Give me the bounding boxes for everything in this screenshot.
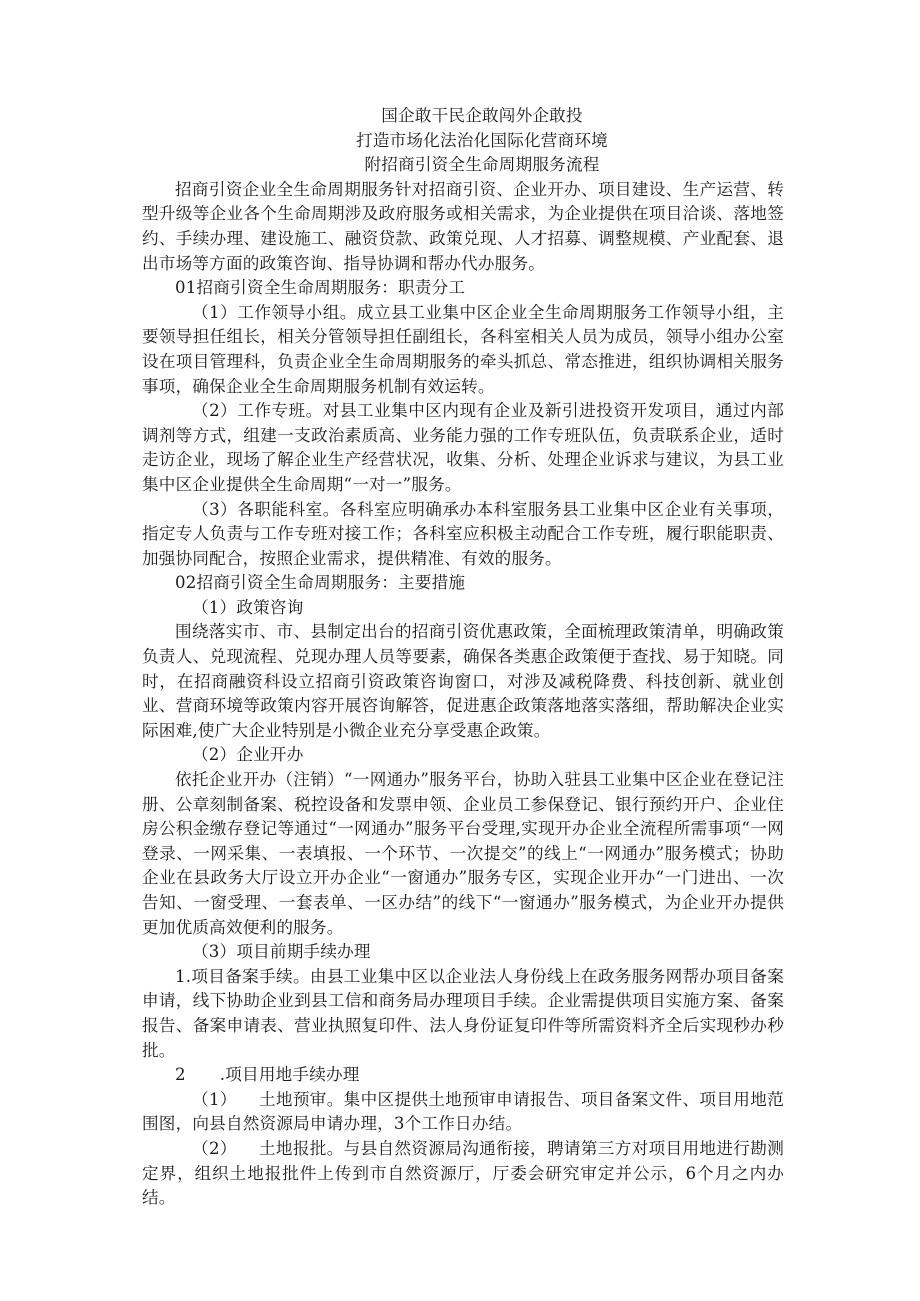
section-1-departments: （3）各职能科室。各科室应明确承办本科室服务县工业集中区企业有关事项，指定专人负责与工作专班对接工作；各科室应积极主动配合工作专班，履行职能职责、加强协同配合，按照企业需求，提供精准、有效的服务。 (142, 499, 784, 568)
land-procedures-number: 2 (175, 1065, 186, 1085)
document-title-3: 附招商引资全生命周期服务流程 (364, 155, 600, 175)
section-1-heading: 01招商引资全生命周期服务：职责分工 (175, 278, 466, 298)
policy-consulting-body: 围绕落实市、市、县制定出台的招商引资优惠政策，全面梳理政策清单，明确政策负责人、兑现流程、兑现办理人员等要素，确保各类惠企政策便于查找、易于知晓。同时，在招商融资科设立招商引资政策咨询窗口，对涉及减税降费、科技创新、就业创业、营商环境等政策内容开展咨询解答，促进惠企政策落地落实落细，帮助解决企业实际困难,使广大企业特别是小微企业充分享受惠企政策。 (142, 622, 784, 740)
land-approval-number: （2） (192, 1138, 237, 1158)
land-approval-text: 土地报批。与县自然资源局沟通衔接，聘请第三方对项目用地进行勘测定界，组织土地报批件上传到市自然资源厅，厅委会研究审定并公示，6个月之内办结。 (142, 1138, 784, 1208)
land-approval-item (142, 1137, 784, 1211)
business-setup-body: 依托企业开办（注销）“一网通办”服务平台，协助入驻县工业集中区企业在登记注册、公章刻制备案、税控设备和发票申领、企业员工参保登记、银行预约开户、企业住房公积金缴存登记等通过“一网通办”服务平台受理,实现开办企业全流程所需事项“一网登录、一网采集、一表填报、一个环节、一次提交”的线上“一网通办”服务模式；协助企业在县政务大厅设立开办企业“一窗通办”服务专区，实现企业开办“一门进出、一次告知、一窗受理、一套表单、一区办结”的线下“一窗通办”服务模式，为企业开办提供更加优质高效便利的服务。 (142, 770, 784, 937)
project-procedures-heading: （3）项目前期手续办理 (192, 942, 371, 962)
document-page (142, 104, 784, 1211)
intro-paragraph: 招商引资企业全生命周期服务针对招商引资、企业开办、项目建设、生产运营、转型升级等企业各个生命周期涉及政府服务或相关需求，为企业提供在项目洽谈、落地签约、手续办理、建设施工、融资贷款、政策兑现、人才招募、调整规模、产业配套、退出市场等方面的政策咨询、指导协调和帮办代办服务。 (142, 179, 784, 273)
land-pre-review-item (142, 1088, 784, 1137)
document-title-2: 打造市场化法治化国际化营商环境 (356, 130, 608, 150)
policy-consulting-heading: （1）政策咨询 (192, 597, 304, 617)
land-pre-review-text: 土地预审。集中区提供土地预审申请报告、项目备案文件、项目用地范围图，向县自然资源局申请办理，3个工作日办结。 (142, 1089, 784, 1134)
land-procedures-heading (142, 1063, 784, 1088)
section-1-task-force: （2）工作专班。对县工业集中区内现有企业及新引进投资开发项目，通过内部调剂等方式，组建一支政治素质高、业务能力强的工作专班队伍，负责联系企业，适时走访企业，现场了解企业生产经营状况，收集、分析、处理企业诉求与建议，为县工业集中区企业提供全生命周期“一对一”服务。 (142, 401, 784, 494)
land-procedures-title: .项目用地手续办理 (219, 1065, 360, 1085)
project-filing-item: 1.项目备案手续。由县工业集中区以企业法人身份线上在政务服务网帮办项目备案申请，线下协助企业到县工信和商务局办理项目手续。企业需提供项目实施方案、备案报告、备案申请表、营业执照复印件、法人身份证复印件等所需资料齐全后实现秒办秒批。 (142, 966, 784, 1060)
land-pre-review-number: （1） (192, 1089, 237, 1109)
section-1-leadership-group: （1）工作领导小组。成立县工业集中区企业全生命周期服务工作领导小组，主要领导担任组长，相关分管领导担任副组长，各科室相关人员为成员，领导小组办公室设在项目管理科，负责企业全生命周期服务的牵头抓总、常态推进，组织协调相关服务事项，确保企业全生命周期服务机制有效运转。 (142, 302, 784, 396)
business-setup-heading: （2）企业开办 (192, 745, 304, 765)
document-title-1: 国企敢干民企敢闯外企敢投 (381, 106, 583, 125)
section-2-heading: 02招商引资全生命周期服务：主要措施 (175, 573, 466, 593)
